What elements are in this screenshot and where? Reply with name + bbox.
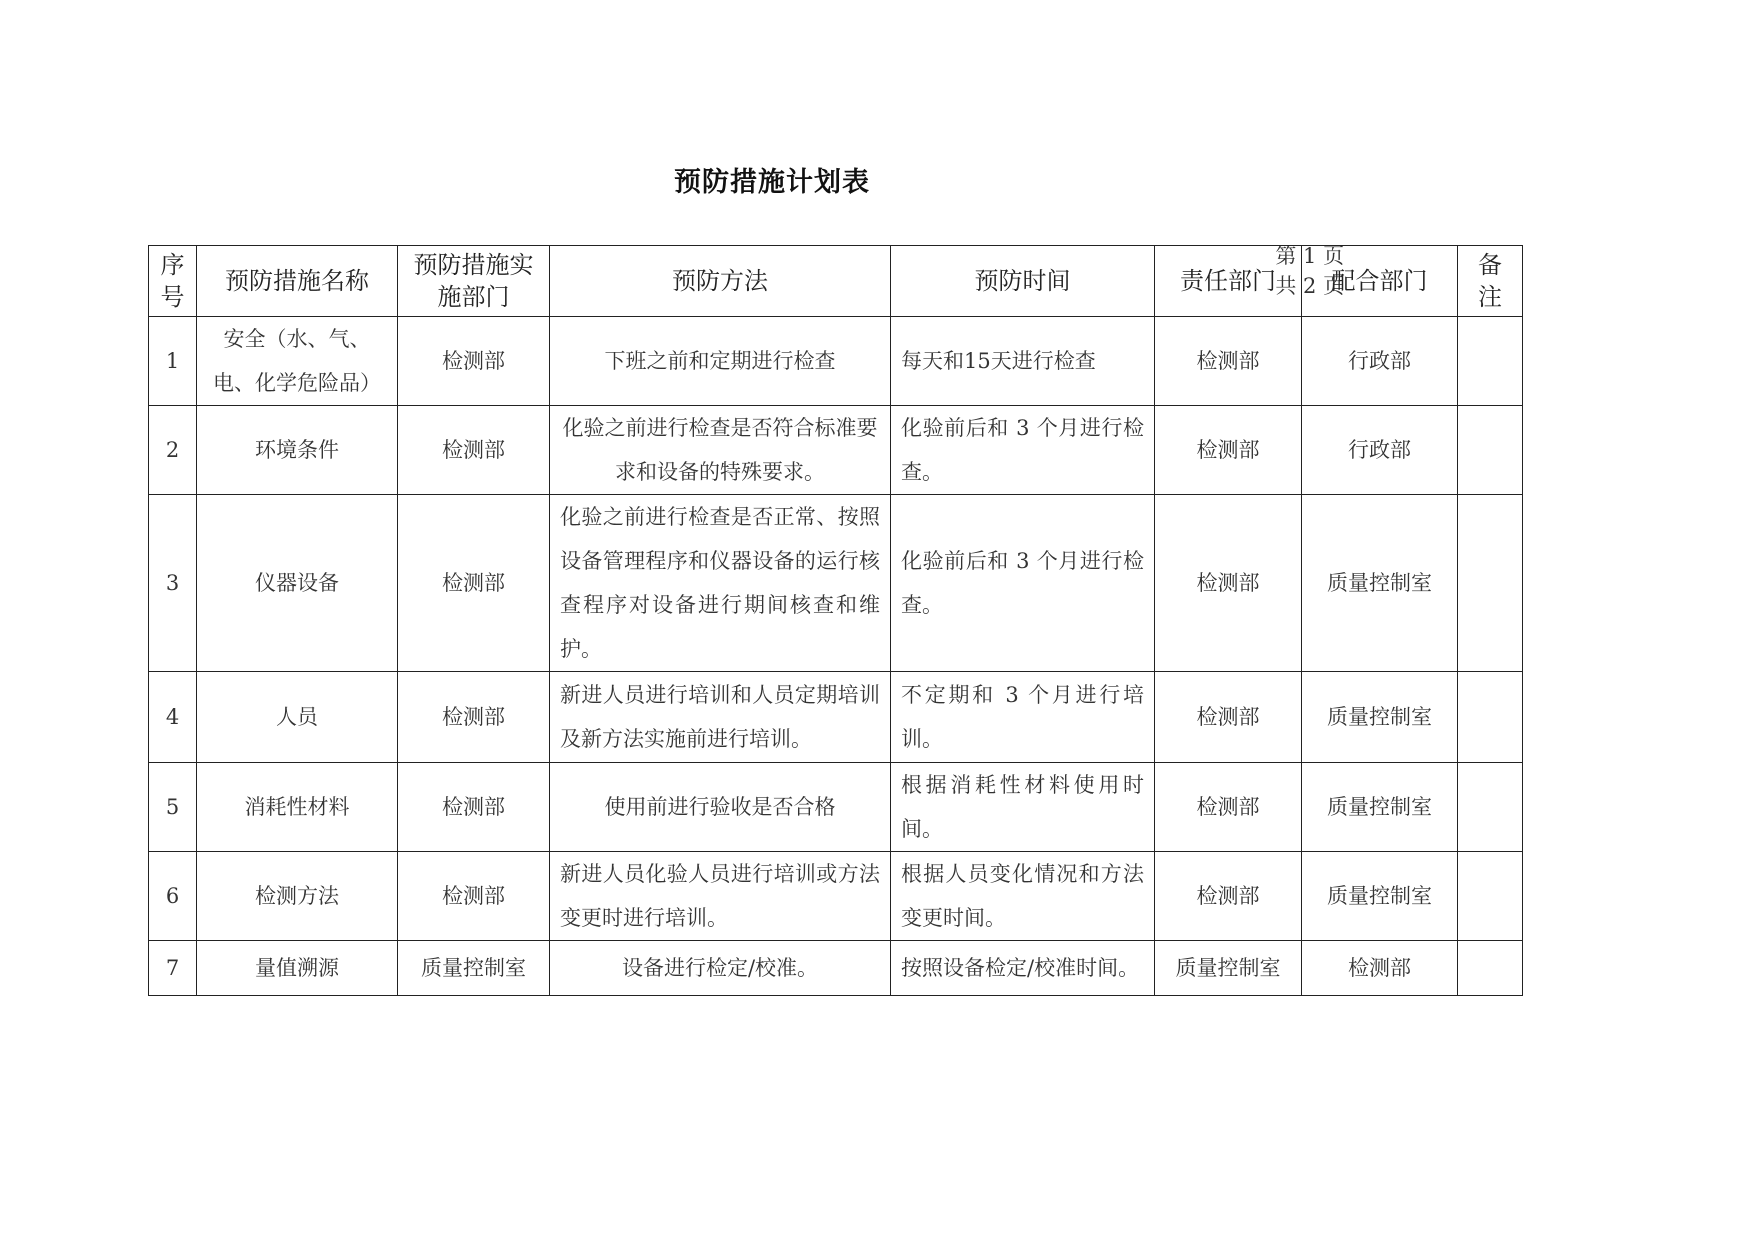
header-cooperate: 配合部门 bbox=[1302, 246, 1458, 317]
table-row bbox=[149, 317, 1523, 406]
cell-method: 新进人员化验人员进行培训或方法变更时进行培训。 bbox=[550, 852, 891, 941]
cell-cooperate: 质量控制室 bbox=[1302, 852, 1458, 941]
cell-no: 6 bbox=[149, 852, 197, 941]
cell-responsible: 检测部 bbox=[1155, 763, 1302, 852]
table-row bbox=[149, 672, 1523, 763]
cell-method: 化验之前进行检查是否正常、按照设备管理程序和仪器设备的运行核查程序对设备进行期间核查和维护。 bbox=[550, 495, 891, 672]
header-name: 预防措施名称 bbox=[197, 246, 398, 317]
cell-name: 仪器设备 bbox=[197, 495, 398, 672]
table-row bbox=[149, 941, 1523, 996]
cell-note bbox=[1458, 763, 1523, 852]
cell-cooperate: 质量控制室 bbox=[1302, 763, 1458, 852]
cell-note bbox=[1458, 941, 1523, 996]
cell-no: 1 bbox=[149, 317, 197, 406]
cell-cooperate: 行政部 bbox=[1302, 317, 1458, 406]
cell-name: 检测方法 bbox=[197, 852, 398, 941]
cell-method: 下班之前和定期进行检查 bbox=[550, 317, 891, 406]
cell-no: 3 bbox=[149, 495, 197, 672]
cell-no: 7 bbox=[149, 941, 197, 996]
page-current: 第 1 页 bbox=[1275, 244, 1345, 268]
cell-dept: 检测部 bbox=[398, 763, 550, 852]
header-method: 预防方法 bbox=[550, 246, 891, 317]
cell-time: 化验前后和 3 个月进行检查。 bbox=[891, 495, 1155, 672]
cell-cooperate: 检测部 bbox=[1302, 941, 1458, 996]
cell-responsible: 检测部 bbox=[1155, 852, 1302, 941]
header-dept: 预防措施实施部门 bbox=[398, 246, 550, 317]
cell-name: 安全（水、气、电、化学危险品） bbox=[197, 317, 398, 406]
cell-note bbox=[1458, 852, 1523, 941]
table-row bbox=[149, 495, 1523, 672]
header-responsible: 责任部门 bbox=[1155, 246, 1302, 317]
cell-no: 5 bbox=[149, 763, 197, 852]
cell-method: 新进人员进行培训和人员定期培训及新方法实施前进行培训。 bbox=[550, 672, 891, 763]
cell-dept: 检测部 bbox=[398, 852, 550, 941]
table-row bbox=[149, 852, 1523, 941]
cell-note bbox=[1458, 672, 1523, 763]
cell-name: 环境条件 bbox=[197, 406, 398, 495]
cell-note bbox=[1458, 495, 1523, 672]
page-total: 共 2 页 bbox=[1275, 274, 1345, 298]
cell-responsible: 检测部 bbox=[1155, 406, 1302, 495]
cell-time: 化验前后和 3 个月进行检查。 bbox=[891, 406, 1155, 495]
cell-time: 根据消耗性材料使用时间。 bbox=[891, 763, 1155, 852]
cell-dept: 检测部 bbox=[398, 406, 550, 495]
cell-no: 2 bbox=[149, 406, 197, 495]
cell-note bbox=[1458, 317, 1523, 406]
cell-responsible: 检测部 bbox=[1155, 317, 1302, 406]
table-row bbox=[149, 406, 1523, 495]
cell-dept: 检测部 bbox=[398, 317, 550, 406]
cell-time: 按照设备检定/校准时间。 bbox=[891, 941, 1155, 996]
cell-time: 不定期和 3 个月进行培训。 bbox=[891, 672, 1155, 763]
cell-name: 人员 bbox=[197, 672, 398, 763]
cell-name: 消耗性材料 bbox=[197, 763, 398, 852]
cell-responsible: 检测部 bbox=[1155, 495, 1302, 672]
cell-time: 根据人员变化情况和方法变更时间。 bbox=[891, 852, 1155, 941]
table-header-row bbox=[149, 246, 1523, 317]
cell-responsible: 质量控制室 bbox=[1155, 941, 1302, 996]
cell-method: 使用前进行验收是否合格 bbox=[550, 763, 891, 852]
cell-responsible: 检测部 bbox=[1155, 672, 1302, 763]
cell-dept: 检测部 bbox=[398, 672, 550, 763]
cell-method: 设备进行检定/校准。 bbox=[550, 941, 891, 996]
document-title: 预防措施计划表 bbox=[674, 167, 870, 198]
cell-no: 4 bbox=[149, 672, 197, 763]
table-row bbox=[149, 763, 1523, 852]
cell-time: 每天和15天进行检查 bbox=[891, 317, 1155, 406]
header-note: 备注 bbox=[1458, 246, 1523, 317]
cell-cooperate: 行政部 bbox=[1302, 406, 1458, 495]
cell-name: 量值溯源 bbox=[197, 941, 398, 996]
prevention-plan-table bbox=[148, 245, 1523, 996]
cell-note bbox=[1458, 406, 1523, 495]
cell-method: 化验之前进行检查是否符合标准要求和设备的特殊要求。 bbox=[550, 406, 891, 495]
header-no: 序号 bbox=[149, 246, 197, 317]
header-time: 预防时间 bbox=[891, 246, 1155, 317]
cell-cooperate: 质量控制室 bbox=[1302, 672, 1458, 763]
cell-dept: 质量控制室 bbox=[398, 941, 550, 996]
cell-cooperate: 质量控制室 bbox=[1302, 495, 1458, 672]
cell-dept: 检测部 bbox=[398, 495, 550, 672]
